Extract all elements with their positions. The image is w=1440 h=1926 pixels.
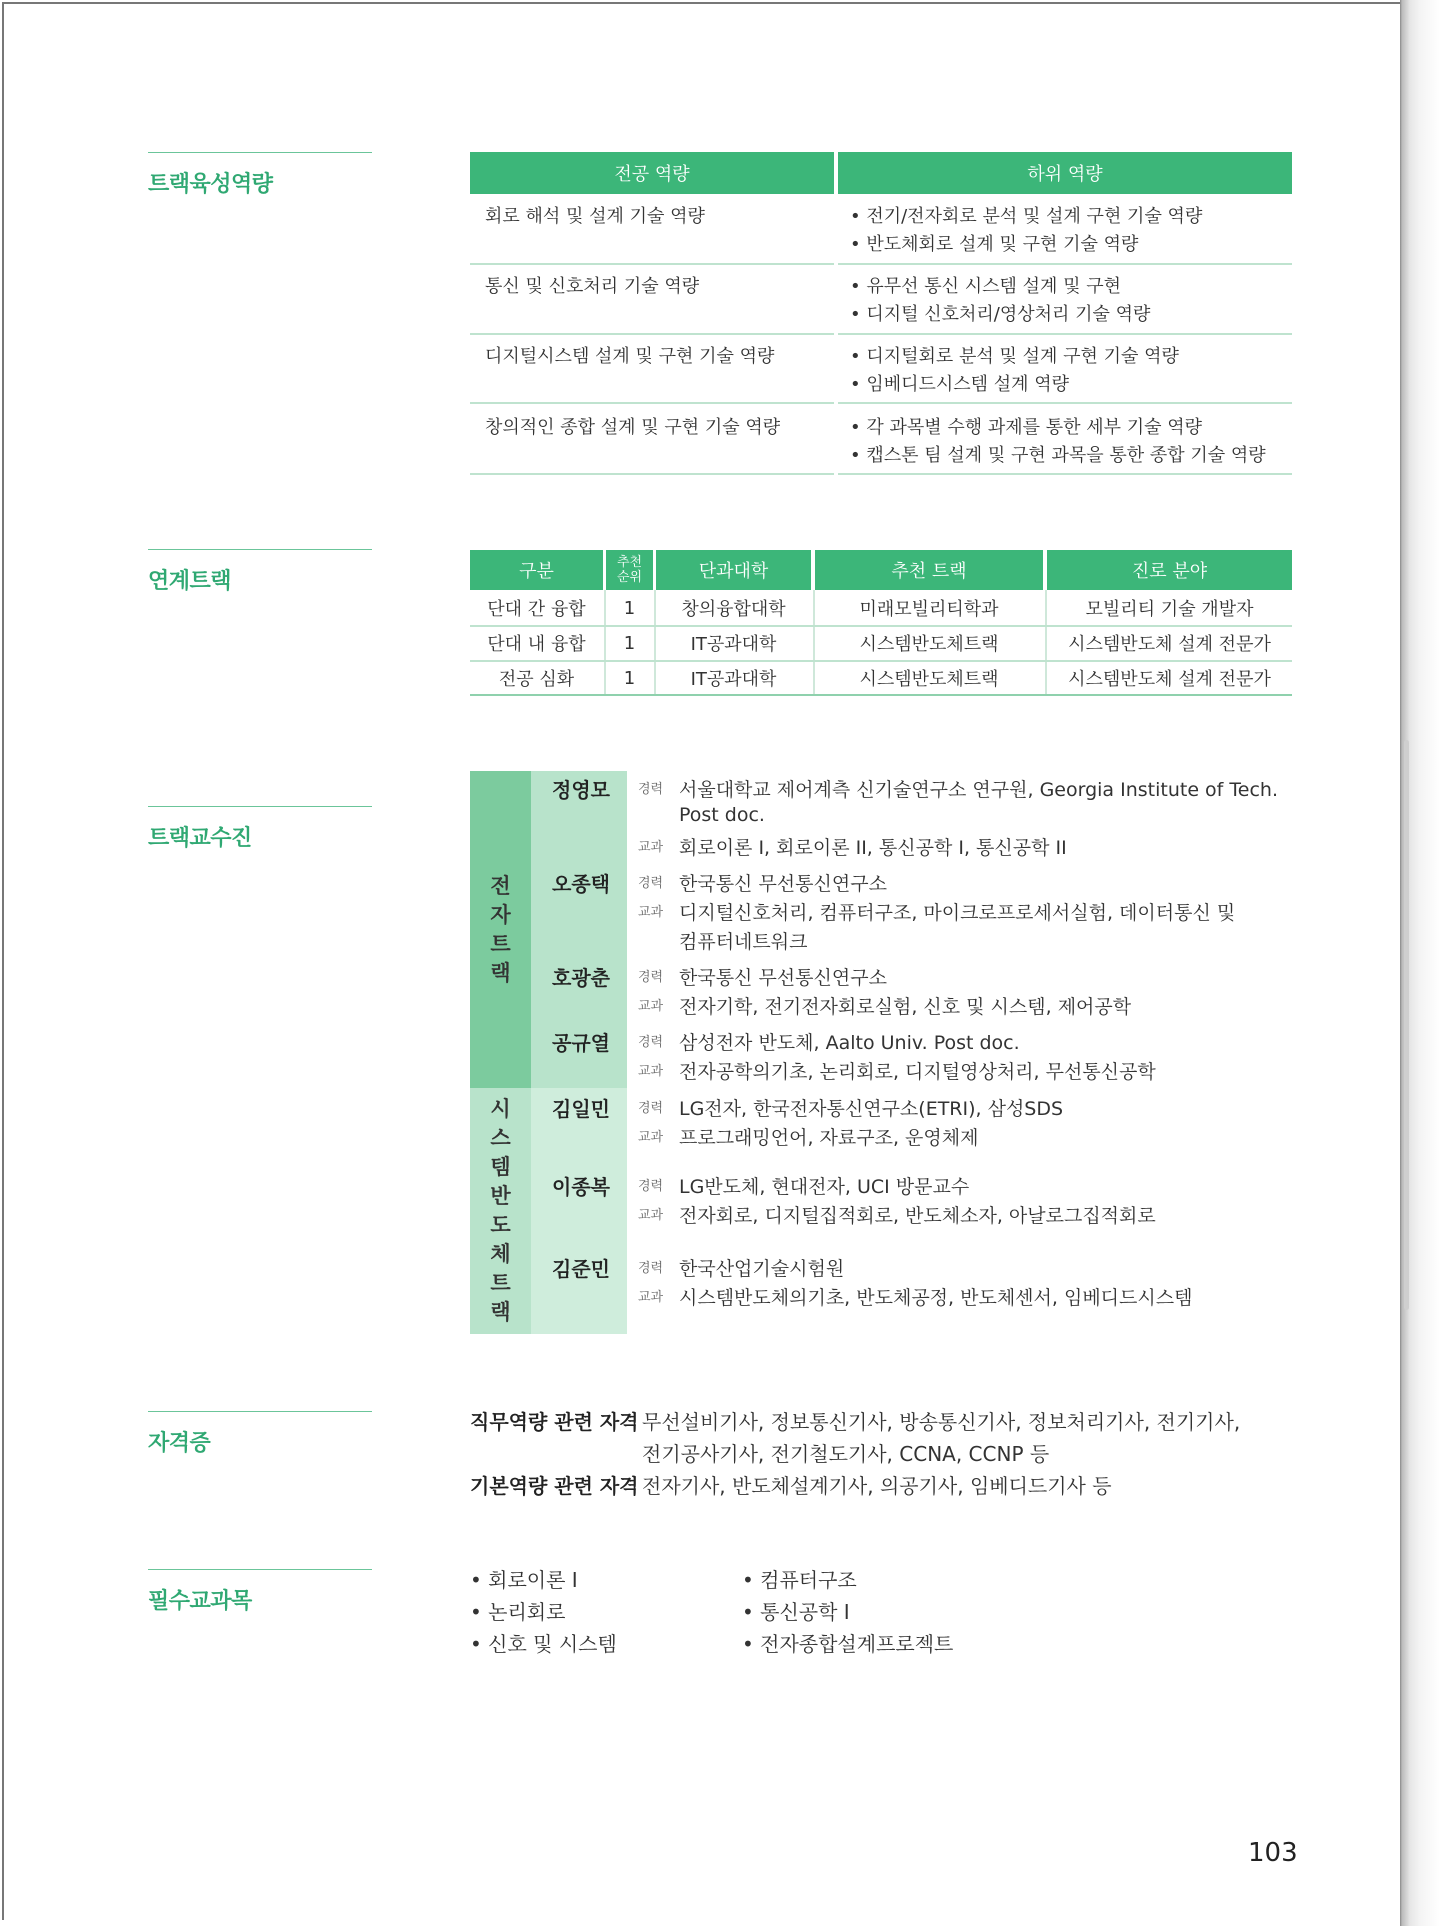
basic-cert-list: 전자기사, 반도체설계기사, 의공기사, 임베디드기사 등 [642,1474,1112,1498]
linked-row1-college: 창의융합대학 [681,599,786,620]
track-label-electronics [470,771,531,1088]
required-course-item: • 논리회로 [470,1600,566,1624]
competency-sub-1b: • 반도체회로 설계 및 구현 기술 역량 [850,234,1139,255]
professor-courses: 전자회로, 디지털집적회로, 반도체소자, 아날로그집적회로 [679,1205,1156,1227]
professor-name: 정영모 [552,778,610,802]
competency-major-3: 디지털시스템 설계 및 구현 기술 역량 [485,346,775,367]
professor-career: 한국통신 무선통신연구소 [679,967,887,989]
linked-row1-category: 단대 간 융합 [487,599,586,620]
divider [838,402,1292,404]
professor-courses: 디지털신호처리, 컴퓨터구조, 마이크로프로세서실험, 데이터통신 및 [679,902,1236,924]
track-label-char: 체 [490,1242,511,1266]
header-major-competency: 전공 역량 [470,152,834,194]
competency-sub-2b: • 디지털 신호처리/영상처리 기술 역량 [850,304,1151,325]
professor-courses: 회로이론 I, 회로이론 II, 통신공학 I, 통신공학 II [679,837,1067,859]
required-course-item: • 전자종합설계프로젝트 [742,1632,954,1656]
competency-major-1: 회로 해석 및 설계 기술 역량 [485,206,705,227]
professor-name: 김일민 [552,1097,610,1121]
competency-sub-3a: • 디지털회로 분석 및 설계 구현 기술 역량 [850,346,1179,367]
course-label: 교과 [638,1064,664,1079]
page [2,2,1400,1920]
divider [838,333,1292,335]
section-title-competency: 트랙육성역량 [148,152,372,198]
course-label: 교과 [638,905,664,920]
professor-name: 김준민 [552,1257,610,1281]
divider [470,473,834,475]
job-cert-list: 무선설비기사, 정보통신기사, 방송통신기사, 정보처리기사, 전기기사, [642,1410,1241,1434]
career-label: 경력 [638,970,664,985]
semiconductor-track-name-bg [531,1088,627,1334]
professor-career: 서울대학교 제어계측 신기술연구소 연구원, Georgia Institute of Tech. [679,779,1278,801]
professor-courses: 전자기학, 전기전자회로실험, 신호 및 시스템, 제어공학 [679,996,1132,1018]
professor-courses: 시스템반도체의기초, 반도체공정, 반도체센서, 임베디드시스템 [679,1287,1193,1309]
professor-courses: 전자공학의기초, 논리회로, 디지털영상처리, 무선통신공학 [679,1061,1156,1083]
linked-row2-track: 시스템반도체트랙 [859,634,999,655]
competency-sub-3b: • 임베디드시스템 설계 역량 [850,374,1070,395]
header-category: 구분 [470,550,603,590]
basic-cert-label: 기본역량 관련 자격 [470,1474,639,1498]
professor-courses: 컴퓨터네트워크 [679,931,808,953]
job-cert-list: 전기공사기사, 전기철도기사, CCNA, CCNP 등 [642,1442,1050,1466]
track-label-char: 도 [490,1213,511,1237]
linked-row1-track: 미래모빌리티학과 [859,599,999,620]
linked-row3-rank: 1 [623,667,636,689]
required-course-item: • 회로이론 I [470,1568,578,1592]
header-rank [606,550,653,590]
professor-career: LG반도체, 현대전자, UCI 방문교수 [679,1176,970,1198]
linked-row3-college: IT공과대학 [690,669,777,690]
section-title-faculty: 트랙교수진 [148,806,372,852]
divider [470,402,834,404]
job-cert-label: 직무역량 관련 자격 [470,1410,639,1434]
competency-major-4: 창의적인 종합 설계 및 구현 기술 역량 [485,417,781,438]
divider [470,333,834,335]
track-label-semiconductor [470,1088,531,1334]
career-label: 경력 [638,1179,664,1194]
required-course-item: • 통신공학 I [742,1600,850,1624]
section-title-linked: 연계트랙 [148,549,372,595]
linked-row3-category: 전공 심화 [498,669,575,690]
course-label: 교과 [638,1208,664,1223]
professor-courses: 프로그래밍언어, 자료구조, 운영체제 [679,1127,979,1149]
header-rank-line1: 추천 [616,555,643,570]
competency-sub-4b: • 캡스톤 팀 설계 및 구현 과목을 통한 종합 기술 역량 [850,445,1266,466]
course-label: 교과 [638,840,664,855]
professor-career: 한국통신 무선통신연구소 [679,873,887,895]
track-label-char: 전 [490,873,511,898]
professor-career: 한국산업기술시험원 [679,1258,845,1280]
competency-major-2: 통신 및 신호처리 기술 역량 [485,276,700,297]
divider [838,473,1292,475]
course-label: 교과 [638,1130,664,1145]
track-label-char: 랙 [490,1300,511,1324]
track-label-char: 반 [490,1184,511,1208]
professor-name: 이종복 [552,1175,610,1199]
course-label: 교과 [638,999,664,1014]
required-course-item: • 컴퓨터구조 [742,1568,857,1592]
linked-row1-rank: 1 [623,597,636,619]
linked-row3-track: 시스템반도체트랙 [859,669,999,690]
section-title-required-courses: 필수교과목 [148,1569,372,1615]
linked-row2-career: 시스템반도체 설계 전문가 [1068,634,1271,655]
linked-row2-rank: 1 [623,632,636,654]
professor-name: 호광춘 [552,966,610,990]
professor-career: LG전자, 한국전자통신연구소(ETRI), 삼성SDS [679,1098,1064,1120]
career-label: 경력 [638,1261,664,1276]
header-career: 진로 분야 [1047,550,1292,590]
professor-name: 공규열 [552,1031,610,1055]
track-label-char: 트 [490,931,511,956]
competency-sub-4a: • 각 과목별 수행 과제를 통한 세부 기술 역량 [850,417,1202,438]
linked-row2-college: IT공과대학 [690,634,777,655]
linked-row2-category: 단대 내 융합 [487,634,586,655]
section-title-certificates: 자격증 [148,1411,372,1457]
page-number: 103 [1248,1838,1298,1868]
competency-sub-2a: • 유무선 통신 시스템 설계 및 구현 [850,276,1121,297]
header-sub-competency: 하위 역량 [838,152,1292,194]
linked-row3-career: 시스템반도체 설계 전문가 [1068,669,1271,690]
required-course-item: • 신호 및 시스템 [470,1632,617,1656]
divider [838,263,1292,265]
career-label: 경력 [638,1101,664,1116]
career-label: 경력 [638,1035,664,1050]
linked-row1-career: 모빌리티 기술 개발자 [1085,599,1254,620]
career-label: 경력 [638,876,664,891]
track-label-char: 트 [490,1271,511,1295]
divider [470,263,834,265]
professor-name: 오종택 [552,872,610,896]
competency-sub-1a: • 전기/전자회로 분석 및 설계 구현 기술 역량 [850,206,1203,227]
header-college: 단과대학 [656,550,811,590]
track-label-char: 랙 [490,960,511,985]
track-label-char: 템 [490,1155,511,1179]
course-label: 교과 [638,1290,664,1305]
header-track: 추천 트랙 [815,550,1043,590]
track-label-char: 스 [490,1126,511,1150]
track-label-char: 자 [490,902,511,927]
professor-career: 삼성전자 반도체, Aalto Univ. Post doc. [679,1032,1020,1054]
header-rank-line2: 순위 [616,570,643,585]
divider [470,694,1292,696]
career-label: 경력 [638,782,664,797]
scrollbar[interactable] [1404,740,1409,1310]
professor-career: Post doc. [679,804,765,826]
track-label-char: 시 [490,1097,511,1121]
